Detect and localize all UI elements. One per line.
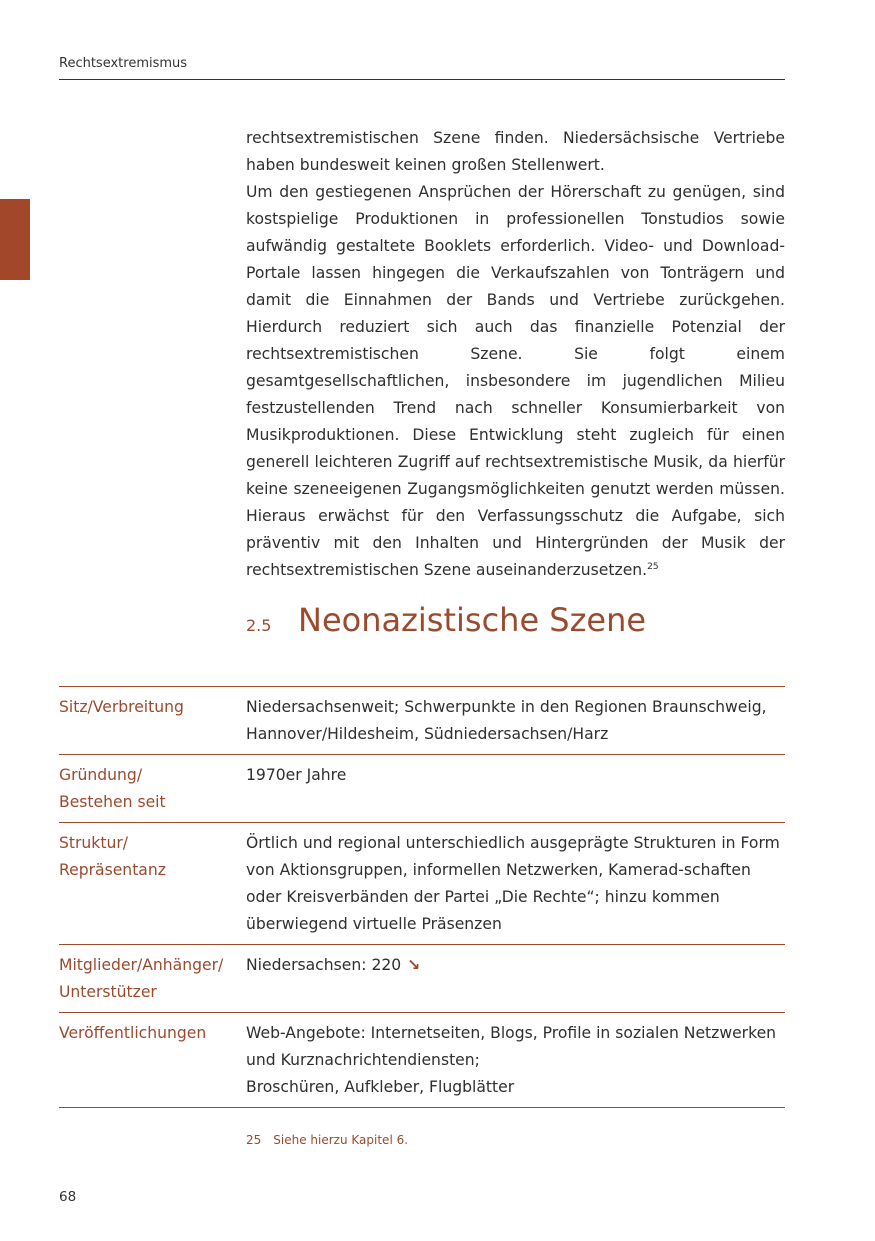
header-rule	[59, 79, 785, 80]
footnote-number: 25	[246, 1133, 262, 1147]
body-text	[246, 125, 785, 584]
row-value-sitz: Niedersachsenweit; Schwerpunkte in den Regionen Braunschweig, Hannover/Hildesheim, Südniedersachsen/Harz	[246, 698, 767, 743]
section-title: Neonazistische Szene	[298, 601, 647, 639]
section-heading	[246, 598, 785, 648]
paragraph-1: rechtsextremistischen Szene finden. Niedersächsische Vertriebe haben bundesweit keinen großen Stellenwert.	[246, 129, 785, 174]
running-head: Rechtsextremismus	[59, 56, 188, 71]
row-label-gruendung: Gründung/ Bestehen seit	[59, 766, 166, 811]
member-count: Niedersachsen: 220	[246, 956, 402, 974]
row-value-mitglieder	[246, 952, 785, 1006]
row-label-mitglieder: Mitglieder/Anhänger/ Unterstützer	[59, 956, 224, 1001]
table-row	[59, 945, 785, 1013]
row-label-sitz: Sitz/Verbreitung	[59, 698, 184, 716]
section-number: 2.5	[246, 616, 272, 635]
row-value-struktur: Örtlich und regional unterschiedlich ausgeprägte Strukturen in Form von Aktionsgruppen, informellen Netzwerken, Kamerad-schaften oder Kreisverbänden der Partei „Die Rechte“; hinzu kommen überwiegend virtuelle Präsenzen	[246, 834, 780, 933]
table-row	[59, 755, 785, 823]
paragraph-2	[246, 179, 785, 584]
footnote-text: Siehe hierzu Kapitel 6.	[273, 1133, 409, 1147]
table-row	[59, 687, 785, 755]
page-number: 68	[59, 1189, 77, 1205]
row-value-veroeffentlichungen: Web-Angebote: Internetseiten, Blogs, Profile in sozialen Netzwerken und Kurznachrichtendiensten; Broschüren, Aufkleber, Flugblätter	[246, 1024, 777, 1096]
table-row	[59, 1013, 785, 1108]
footnote	[246, 1133, 408, 1147]
row-value-gruendung: 1970er Jahre	[246, 766, 347, 784]
row-label-struktur: Struktur/ Repräsentanz	[59, 834, 166, 879]
fact-table	[59, 686, 785, 1108]
trend-down-arrow-icon: ↘	[407, 956, 421, 974]
paragraph-2-text: Um den gestiegenen Ansprüchen der Hörerschaft zu genügen, sind kostspielige Produktionen in professionellen Tonstudios sowie aufwändig gestaltete Booklets erforderlich. Video- und Download-Portale lassen hingegen die Verkaufszahlen von Tonträgern und damit die Einnahmen der Bands und Vertriebe zurückgehen. Hierdurch reduziert sich auch das finanzielle Potenzial der rechtsextremistischen Szene. Sie folgt einem gesamtgesellschaftlichen, insbesondere im jugendlichen Milieu festzustellenden Trend nach schneller Konsumierbarkeit von Musikproduktionen. Diese Entwicklung steht zugleich für einen generell leichteren Zugriff auf rechtsextremistische Musik, da hierfür keine szeneeigenen Zugangsmöglichkeiten genutzt werden müssen. Hieraus erwächst für den Verfassungsschutz die Aufgabe, sich präventiv mit den Inhalten und Hintergründen der Musik der rechtsextremistischen Szene auseinanderzusetzen.	[246, 183, 785, 579]
chapter-tab-marker	[0, 199, 30, 280]
row-label-veroeffentlichungen: Veröffentlichungen	[59, 1024, 207, 1042]
footnote-reference[interactable]: 25	[647, 562, 659, 572]
table-row	[59, 823, 785, 945]
